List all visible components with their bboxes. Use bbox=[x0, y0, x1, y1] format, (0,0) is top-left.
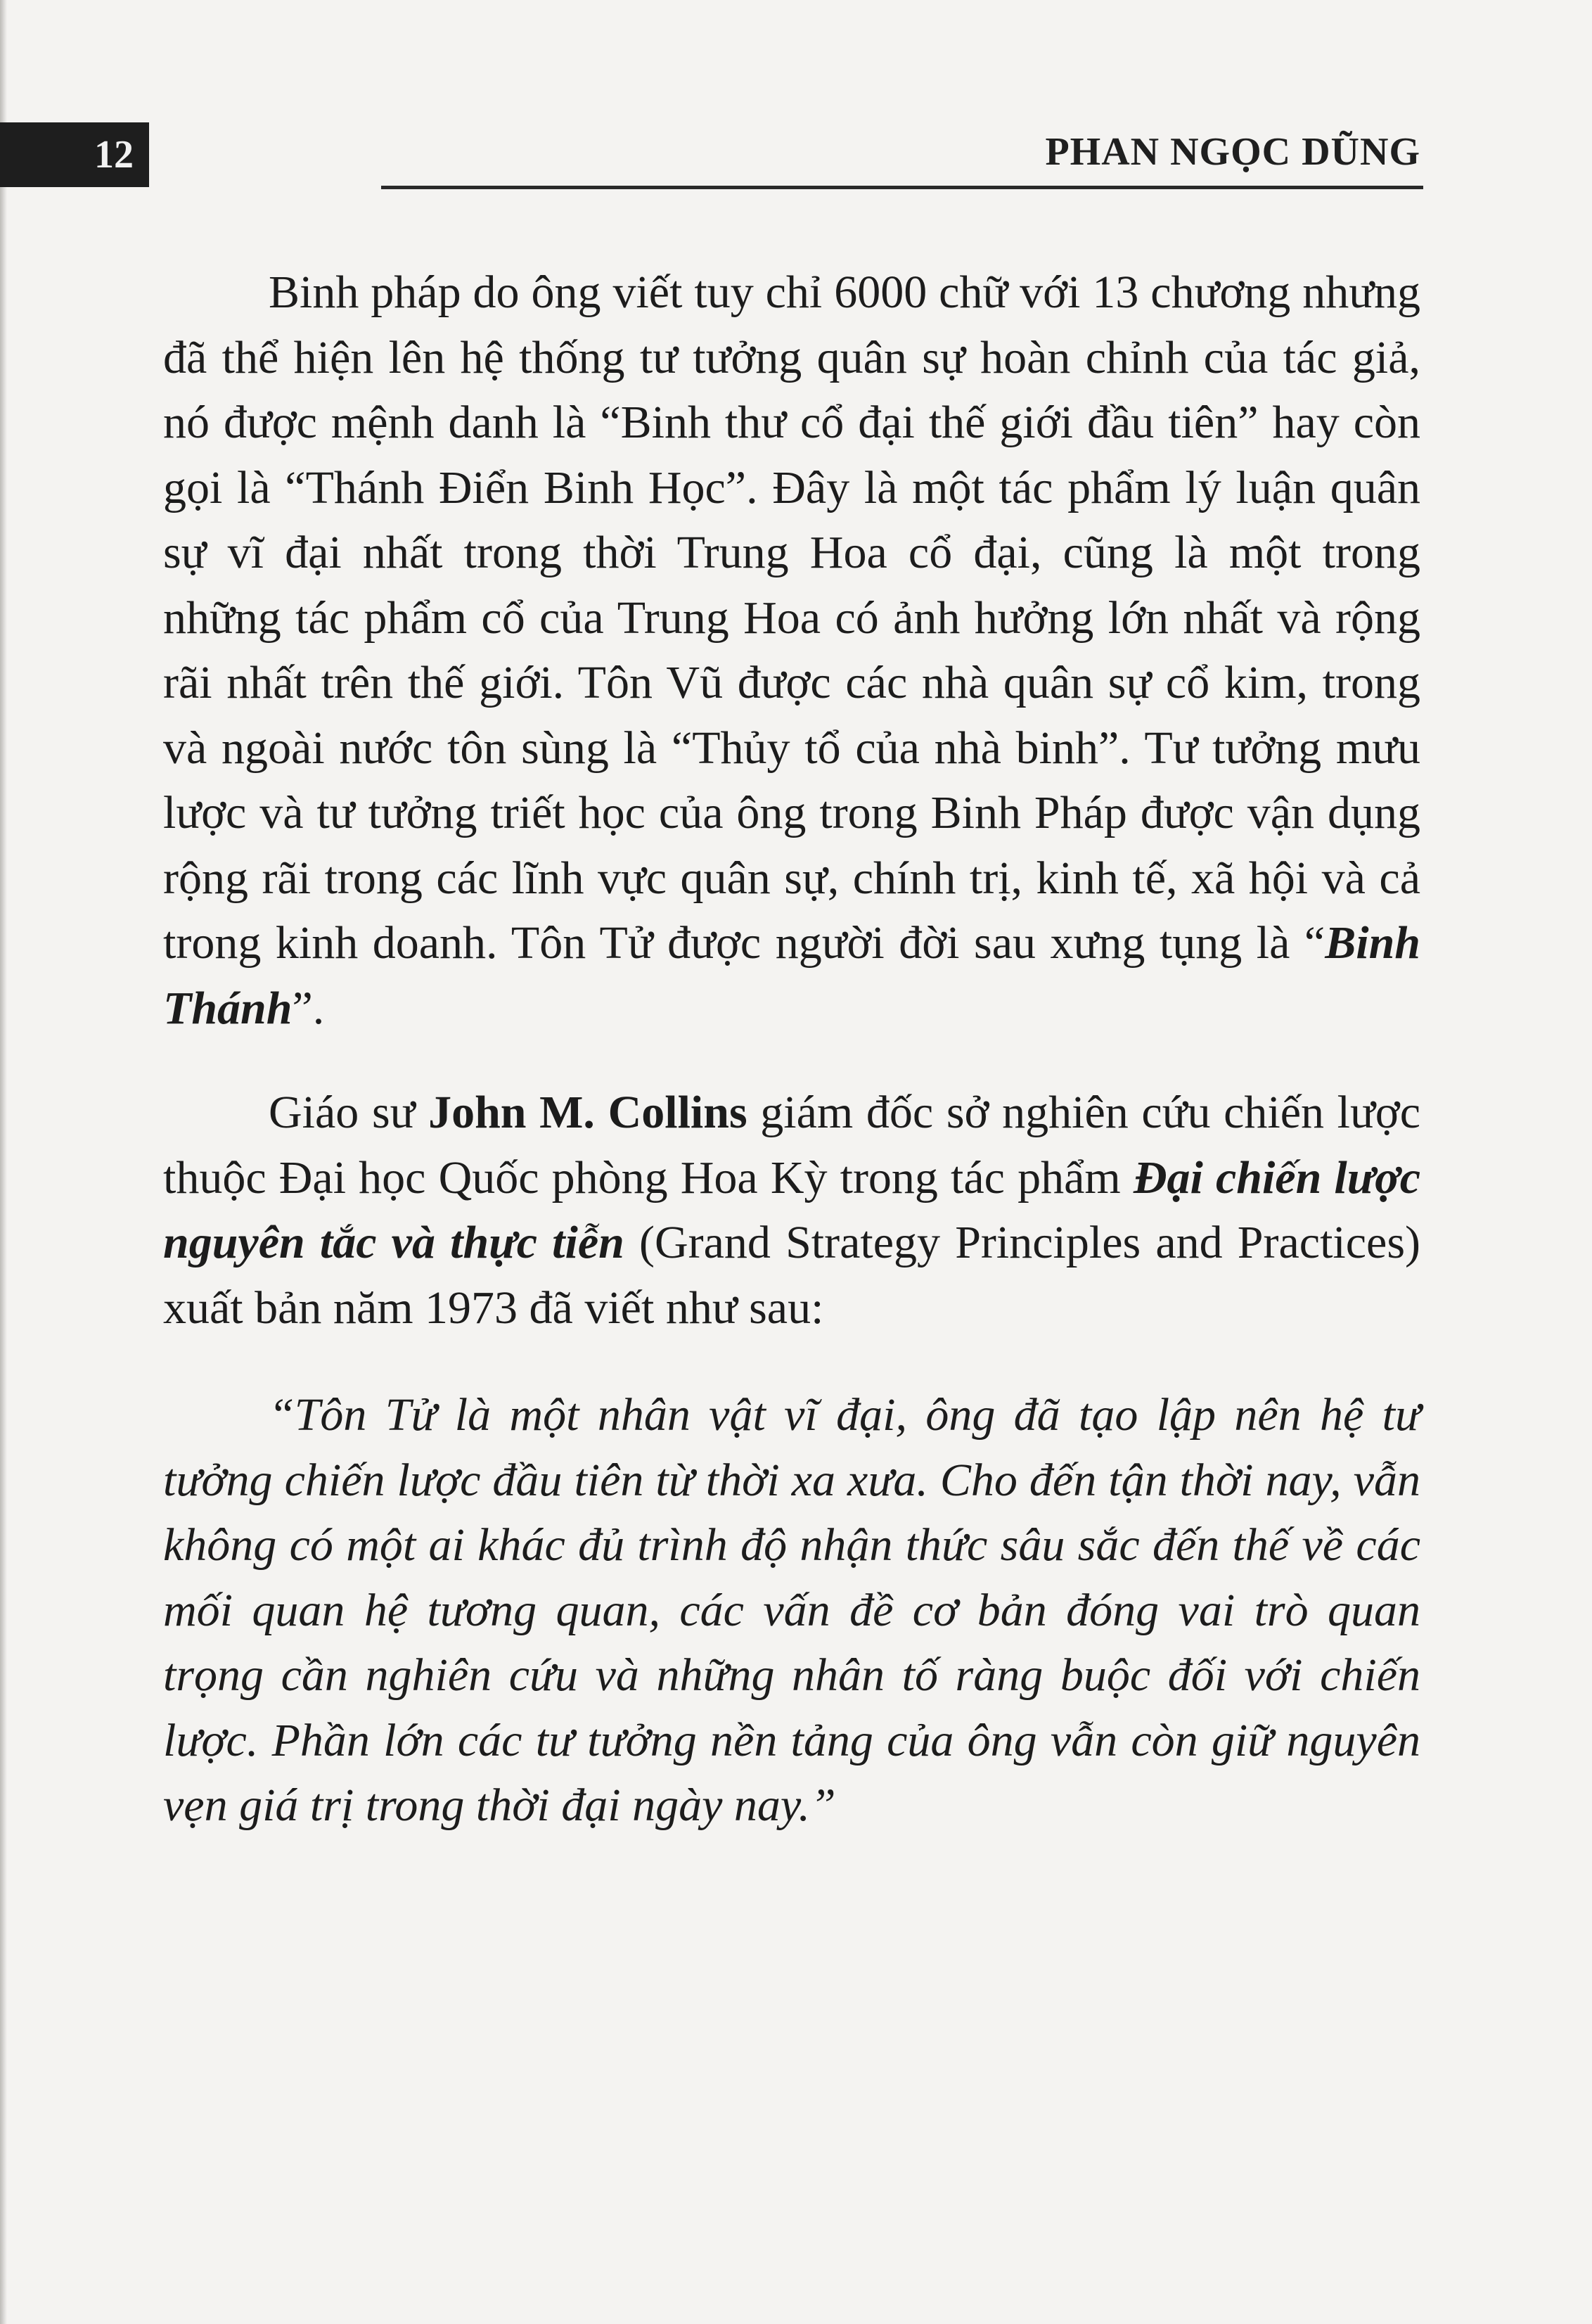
paragraph-2-text-2: giám đốc sở nghiên cứu chiến lược thuộc Đại học Quốc phòng Hoa Kỳ trong tác phẩm bbox=[163, 1087, 1420, 1204]
paragraph-1-text: Binh pháp do ông viết tuy chỉ 6000 chữ với 13 chương nhưng đã thể hiện lên hệ thống tư tưởng quân sự hoàn chỉnh của tác giả, nó được mệnh danh là “Binh thư cổ đại thế giới đầu tiên” hay còn gọi là “Thánh Điển Binh Học”. Đây là một tác phẩm lý luận quân sự vĩ đại nhất trong thời Trung Hoa cổ đại, cũng là một trong những tác phẩm cổ của Trung Hoa có ảnh hưởng lớn nhất và rộng rãi nhất trên thế giới. Tôn Vũ được các nhà quân sự cổ kim, trong và ngoài nước tôn sùng là “Thủy tổ của nhà binh”. Tư tưởng mưu lược và tư tưởng triết học của ông trong Binh Pháp được vận dụng rộng rãi trong các lĩnh vực quân sự, chính trị, kinh tế, xã hội và cả trong kinh doanh. Tôn Tử được người đời sau xưng tụng là “ bbox=[163, 267, 1420, 969]
page-number: 12 bbox=[0, 122, 149, 187]
paragraph-1-emphasis: Binh Thánh bbox=[163, 917, 1420, 1034]
running-header-author: PHAN NGỌC DŨNG bbox=[1045, 130, 1420, 174]
paragraph-1-end: ”. bbox=[292, 982, 325, 1034]
paragraph-2-text-3: (Grand Strategy Principles and Practices) xuất bản năm 1973 đã viết như sau: bbox=[163, 1217, 1420, 1334]
book-title: Đại chiến lược nguyên tắc và thực tiễn bbox=[163, 1151, 1420, 1268]
paragraph-1 bbox=[163, 260, 1420, 1041]
paragraph-2 bbox=[163, 1080, 1420, 1341]
author-name: John M. Collins bbox=[428, 1087, 747, 1138]
header-divider bbox=[381, 186, 1423, 189]
paragraph-2-text-1: Giáo sư bbox=[269, 1087, 429, 1138]
page-edge-shadow bbox=[0, 0, 7, 2324]
block-quote bbox=[163, 1383, 1420, 1839]
quote-text: “Tôn Tử là một nhân vật vĩ đại, ông đã tạo lập nên hệ tư tưởng chiến lược đầu tiên từ thời xa xưa. Cho đến tận thời nay, vẫn không có một ai khác đủ trình độ nhận thức sâu sắc đến thế về các mối quan hệ tương quan, các vấn đề cơ bản đóng vai trò quan trọng cần nghiên cứu và những nhân tố ràng buộc đối với chiến lược. Phần lớn các tư tưởng nền tảng của ông vẫn còn giữ nguyên vẹn giá trị trong thời đại ngày nay.” bbox=[163, 1389, 1420, 1831]
